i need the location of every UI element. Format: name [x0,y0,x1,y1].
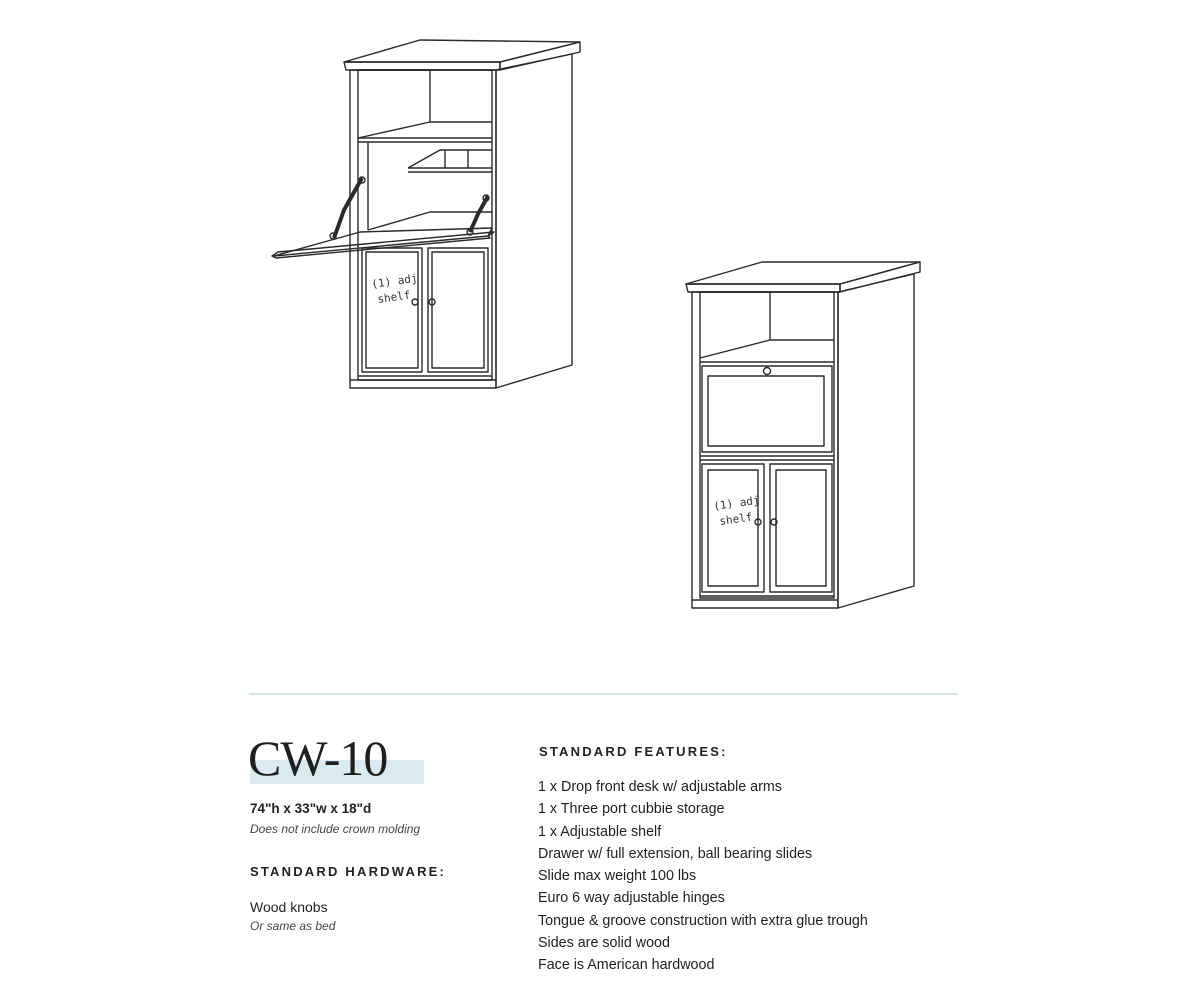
feature-item: Slide max weight 100 lbs [538,868,697,885]
product-dimensions: 74"h x 33"w x 18"d [250,801,372,816]
hardware-item: Wood knobs [250,899,328,915]
feature-item: 1 x Drop front desk w/ adjustable arms [538,779,782,795]
cabinet-open-shelf-note-line1: (1) adj [370,271,419,291]
model-title: CW-10 [248,730,388,786]
feature-item: Drawer w/ full extension, ball bearing slides [538,845,813,862]
cabinet-open-drawing [272,40,580,388]
feature-item: 1 x Adjustable shelf [538,823,662,840]
cabinet-closed-shelf-note-line1: (1) adj [712,493,761,513]
feature-item: Euro 6 way adjustable hinges [538,890,725,907]
model-title-block [248,728,387,788]
feature-item: Sides are solid wood [538,935,670,952]
cabinet-closed-shelf-note-line2: shelf [718,510,754,528]
hardware-item-note: Or same as bed [250,919,336,933]
hardware-heading: STANDARD HARDWARE: [250,864,447,879]
dimensions-note: Does not include crown molding [250,822,421,836]
features-list [538,776,868,977]
section-divider [249,693,958,695]
feature-item: Tongue & groove construction with extra glue trough [538,912,868,929]
cabinet-open-shelf-note-line2: shelf [376,288,412,306]
feature-item: 1 x Three port cubbie storage [538,801,725,818]
features-heading: STANDARD FEATURES: [539,744,728,759]
cabinet-closed-drawing [686,262,920,608]
feature-item: Face is American hardwood [538,957,715,974]
